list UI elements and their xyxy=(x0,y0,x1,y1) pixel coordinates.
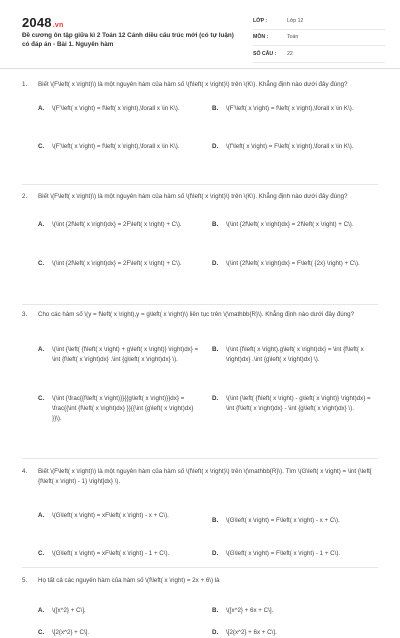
question-stem xyxy=(22,80,378,90)
question-text: Biết \(F\left( x \right)\) là một nguyên hàm của hàm số \(f\left( x \right)\) trên \(K\). Khẳng định nào dưới đây đúng? xyxy=(38,193,348,200)
question-number: 2. xyxy=(22,193,28,200)
meta-value: 22 xyxy=(287,50,293,57)
option-b[interactable] xyxy=(212,220,378,230)
option-letter: A. xyxy=(38,607,45,614)
question-number: 4. xyxy=(22,468,28,475)
question-5 xyxy=(22,576,378,638)
option-text: \(\int {\left( {f\left( x \right) - g\left( x \right)} \right)dx} = \int {f\left( x \right)dx} - \int {g\left( x \right)dx} \). xyxy=(226,395,371,412)
option-letter: D. xyxy=(212,260,219,267)
option-letter: D. xyxy=(212,143,219,150)
option-a[interactable] xyxy=(38,220,193,230)
option-letter: B. xyxy=(212,346,219,353)
option-text: \(F'\left( x \right) = f\left( x \right),\forall x \in K\). xyxy=(52,105,180,112)
option-d[interactable] xyxy=(212,142,378,152)
option-letter: B. xyxy=(212,607,219,614)
option-b[interactable] xyxy=(212,606,378,616)
option-text: \([x^2} + 6x + C\]. xyxy=(226,607,274,614)
option-d[interactable] xyxy=(212,628,378,638)
header xyxy=(0,0,400,66)
option-letter: C. xyxy=(38,260,45,267)
option-text: \(\int {2f\left( x \right)dx} = 2F\left( x \right) + C\). xyxy=(52,221,182,228)
question-text: Biết \(F\left( x \right)\) là một nguyên hàm của hàm số \(f\left( x \right)\) trên \(\mathbb{R}\). Tìm \(G\left( x \right) = \int {\left[ {f\left( x \right) - 1} \right]dx} \). xyxy=(38,468,372,485)
option-letter: C. xyxy=(38,143,45,150)
question-number: 3. xyxy=(22,311,28,318)
question-1 xyxy=(22,80,378,185)
option-a[interactable] xyxy=(38,511,193,521)
meta-info xyxy=(253,13,385,63)
option-text: \(\int {\frac{{f\left( x \right)}}{{g\left( x \right)}}dx} = \frac{{\int {f\left( x \right)dx} }}{{\int {g\left( x \right)dx} }}\). xyxy=(52,395,194,422)
question-4 xyxy=(22,467,378,568)
option-letter: D. xyxy=(212,395,219,402)
option-letter: A. xyxy=(38,221,45,228)
option-letter: A. xyxy=(38,512,45,519)
logo-suffix: .vn xyxy=(52,22,64,29)
option-letter: B. xyxy=(212,517,219,524)
option-d[interactable] xyxy=(212,394,378,414)
option-b[interactable] xyxy=(212,104,378,114)
question-stem xyxy=(22,192,378,202)
option-text: \(\int {f\left( x \right).g\left( x \right)dx} = \int {f\left( x \right)dx} .\int {g\left( x \right)dx} \). xyxy=(226,346,364,363)
option-text: \(\int {\left( {f\left( x \right) + g\left( x \right)} \right)dx} = \int {f\left( x \right)dx} .\int {g\left( x \right)dx} \). xyxy=(52,346,199,363)
question-2 xyxy=(22,192,378,305)
option-b[interactable] xyxy=(212,516,378,526)
document-title: Đề cương ôn tập giữa kì 2 Toán 12 Cánh diều cấu trúc mới (có tự luận) có đáp án - Bài 1. Nguyên hàm xyxy=(22,32,234,48)
meta-row-count xyxy=(253,46,385,63)
question-number: 1. xyxy=(22,81,28,88)
option-c[interactable] xyxy=(38,259,193,269)
option-a[interactable] xyxy=(38,345,200,365)
meta-label: SỐ CÂU : xyxy=(253,50,277,57)
meta-label: MÔN : xyxy=(253,34,269,41)
option-text: \[2{x^2} + 6x + C\]. xyxy=(226,629,277,636)
site-logo[interactable] xyxy=(22,15,63,30)
option-text: \([x^2} + C\]. xyxy=(52,607,86,614)
option-a[interactable] xyxy=(38,606,193,616)
meta-row-class xyxy=(253,13,385,30)
option-letter: B. xyxy=(212,105,219,112)
option-letter: D. xyxy=(212,629,219,636)
question-3 xyxy=(22,310,378,459)
option-text: \(F'\left( x \right) = f\left( x \right),\forall x \in K\). xyxy=(226,105,354,112)
option-letter: B. xyxy=(212,221,219,228)
option-text: \(\int {2f\left( x \right)dx} = 2f\left( x \right) + C\). xyxy=(226,221,354,228)
option-d[interactable] xyxy=(212,259,378,269)
option-letter: D. xyxy=(212,550,219,557)
logo-main: 2048 xyxy=(22,15,52,30)
question-text: Họ tất cả các nguyên hàm của hàm số \(f\left( x \right) = 2x + 6\) là xyxy=(38,577,220,584)
meta-value: Toán xyxy=(287,34,299,41)
option-a[interactable] xyxy=(38,104,193,114)
question-stem xyxy=(22,576,378,586)
option-text: \(\int {2f\left( x \right)dx} = 2F\left( x \right) + C\). xyxy=(52,260,182,267)
option-text: \(f'\left( x \right) = F\left( x \right),\forall x \in K\). xyxy=(226,143,354,150)
option-letter: C. xyxy=(38,395,45,402)
option-text: \(G\left( x \right) = xF\left( x \right) - 1 + C\). xyxy=(52,550,170,557)
meta-value: Lớp 12 xyxy=(287,17,304,24)
option-text: \[2{x^2} + C\]. xyxy=(52,629,90,636)
option-text: \(F'\left( x \right) = f\left( x \right),\forall x \in K\). xyxy=(52,143,180,150)
option-text: \(G\left( x \right) = xF\left( x \right) - x + C\). xyxy=(52,512,169,519)
meta-label: LỚP : xyxy=(253,17,268,24)
option-c[interactable] xyxy=(38,628,193,638)
option-b[interactable] xyxy=(212,345,378,365)
question-stem xyxy=(22,310,378,320)
option-c[interactable] xyxy=(38,394,200,424)
option-text: \(\int {2f\left( x \right)dx} = F\left( {2x} \right) + C\). xyxy=(226,260,360,267)
option-letter: A. xyxy=(38,105,45,112)
option-c[interactable] xyxy=(38,142,193,152)
header-divider xyxy=(0,68,400,69)
question-text: Biết \(F\left( x \right)\) là một nguyên hàm của hàm số \(f\left( x \right)\) trên \(K\). Khẳng định nào dưới đây đúng? xyxy=(38,81,348,88)
meta-row-subject xyxy=(253,30,385,47)
option-letter: A. xyxy=(38,346,45,353)
question-text: Cho các hàm số \(y = f\left( x \right),y = g\left( x \right)\) liên tục trên \(\mathbb{R}\). Khẳng định nào dưới đây đúng? xyxy=(38,311,355,318)
question-list xyxy=(0,80,400,638)
question-number: 5. xyxy=(22,577,28,584)
option-c[interactable] xyxy=(38,549,193,559)
option-d[interactable] xyxy=(212,549,378,559)
option-letter: C. xyxy=(38,629,45,636)
question-stem xyxy=(22,467,378,487)
option-letter: C. xyxy=(38,550,45,557)
option-text: \(G\left( x \right) = F\left( x \right) - x + C\). xyxy=(226,517,340,524)
option-text: \(G\left( x \right) = F\left( x \right) - 1 + C\). xyxy=(226,550,341,557)
